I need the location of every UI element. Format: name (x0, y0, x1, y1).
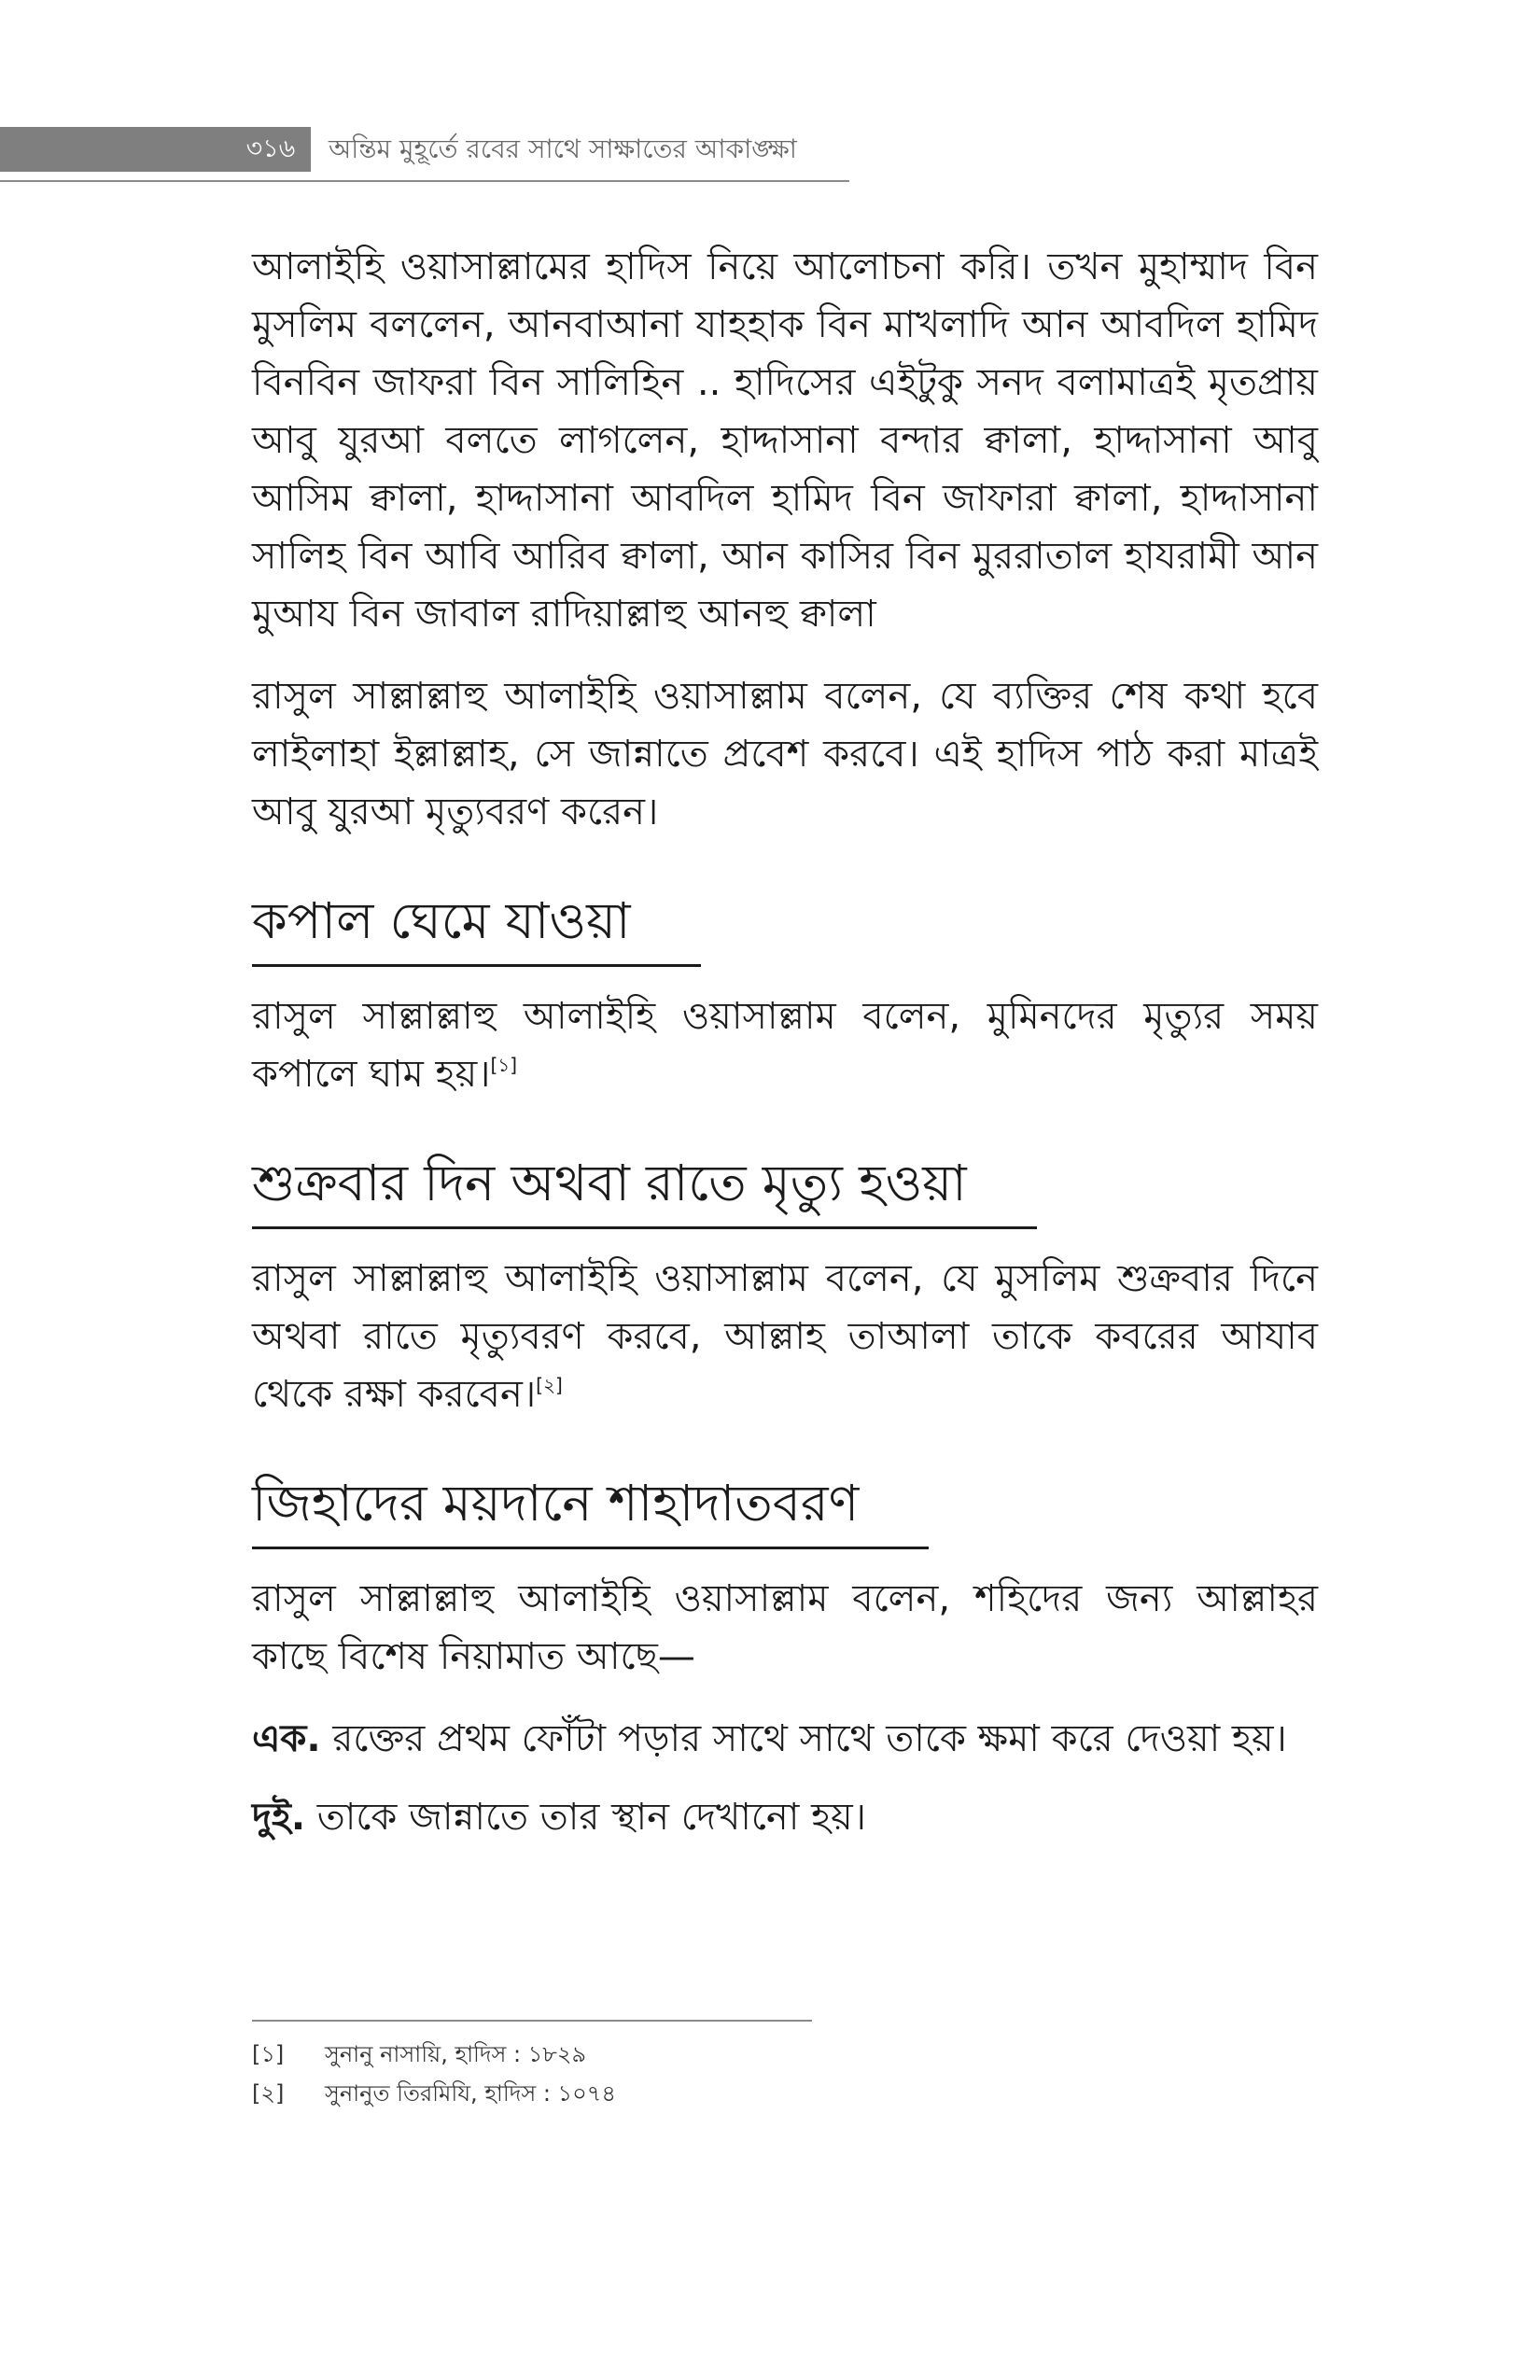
paragraph-4 (252, 1250, 1318, 1423)
paragraph-3-text: রাসুল সাল্লাল্লাহু আলাইহি ওয়াসাল্লাম বলেন, মুমিনদের মৃত্যুর সময় কপালে ঘাম হয়। (252, 995, 1318, 1096)
list-item-2 (252, 1788, 1318, 1846)
footnote-rule (252, 2020, 812, 2022)
page-content (252, 238, 1318, 1867)
paragraph-5: রাসুল সাল্লাল্লাহু আলাইহি ওয়াসাল্লাম বলেন, শহিদের জন্য আল্লাহর কাছে বিশেষ নিয়ামাত আছে— (252, 1577, 1318, 1678)
footnotes (252, 2035, 1092, 2113)
paragraph-3 (252, 987, 1318, 1103)
paragraph-1: আলাইহি ওয়াসাল্লামের হাদিস নিয়ে আলোচনা করি। তখন মুহাম্মাদ বিন মুসলিম বললেন, আনবাআনা যাহহাক বিন মাখলাদি আন আবদিল হামিদ বিনবিন জাফরা বিন সালিহিন .. হাদিসের এইটুকু সনদ বলামাত্রই মৃতপ্রায় আবু যুরআ বলতে লাগলেন, হাদ্দাসানা বন্দার ক্বালা, হাদ্দাসানা আবু আসিম ক্বালা, হাদ্দাসানা আবদিল হামিদ বিন জাফারা ক্বালা, হাদ্দাসানা সালিহ বিন আবি আরিব ক্বালা, আন কাসির বিন মুররাতাল হাযরামী আন মুআয বিন জাবাল রাদিয়াল্লাহু আনহু ক্বালা (252, 245, 1318, 636)
section-heading-forehead-sweat: কপাল ঘেমে যাওয়া (252, 884, 701, 967)
footnote-1 (252, 2035, 1092, 2074)
paragraph-2: রাসুল সাল্লাল্লাহু আলাইহি ওয়াসাল্লাম বলেন, যে ব্যক্তির শেষ কথা হবে লাইলাহা ইল্লাল্লাহ, সে জান্নাতে প্রবেশ করবে। এই হাদিস পাঠ করা মাত্রই আবু যুরআ মৃত্যুবরণ করেন। (252, 675, 1318, 833)
page-number: ৩১৬ (245, 134, 296, 163)
footnote-2-number: [২] (252, 2080, 285, 2107)
footnote-2 (252, 2074, 1092, 2113)
footnote-1-number: [১] (252, 2041, 285, 2067)
section-heading-martyrdom: জিহাদের ময়দানে শাহাদাতবরণ (252, 1466, 929, 1549)
header-rule (0, 180, 849, 182)
footnote-2-text: সুনানুত তিরমিযি, হাদিস : ১০৭৪ (325, 2080, 616, 2107)
footnote-ref-2: [২] (536, 1374, 563, 1396)
section-heading-friday-death: শুক্রবার দিন অথবা রাতে মৃত্যু হওয়া (252, 1146, 1037, 1229)
list-item-1-text: রক্তের প্রথম ফোঁটা পড়ার সাথে সাথে তাকে ক্ষমা করে দেওয়া হয়। (320, 1717, 1287, 1760)
paragraph-4-text: রাসুল সাল্লাল্লাহু আলাইহি ওয়াসাল্লাম বলেন, যে মুসলিম শুক্রবার দিনে অথবা রাতে মৃত্যুবরণ করবে, আল্লাহ তাআলা তাকে কবরের আযাব থেকে রক্ষা করবেন। (252, 1257, 1318, 1416)
footnote-1-text: সুনানু নাসায়ি, হাদিস : ১৮২৯ (325, 2041, 587, 2067)
list-item-1 (252, 1710, 1318, 1768)
list-item-1-label: এক. (252, 1717, 321, 1760)
list-item-2-text: তাকে জান্নাতে তার স্থান দেখানো হয়। (305, 1796, 867, 1839)
running-header-title: অন্তিম মুহূর্তে রবের সাথে সাক্ষাতের আকাঙ্ক্ষা (329, 133, 797, 164)
footnote-ref-1: [১] (490, 1054, 518, 1076)
list-item-2-label: দুই. (252, 1796, 306, 1839)
